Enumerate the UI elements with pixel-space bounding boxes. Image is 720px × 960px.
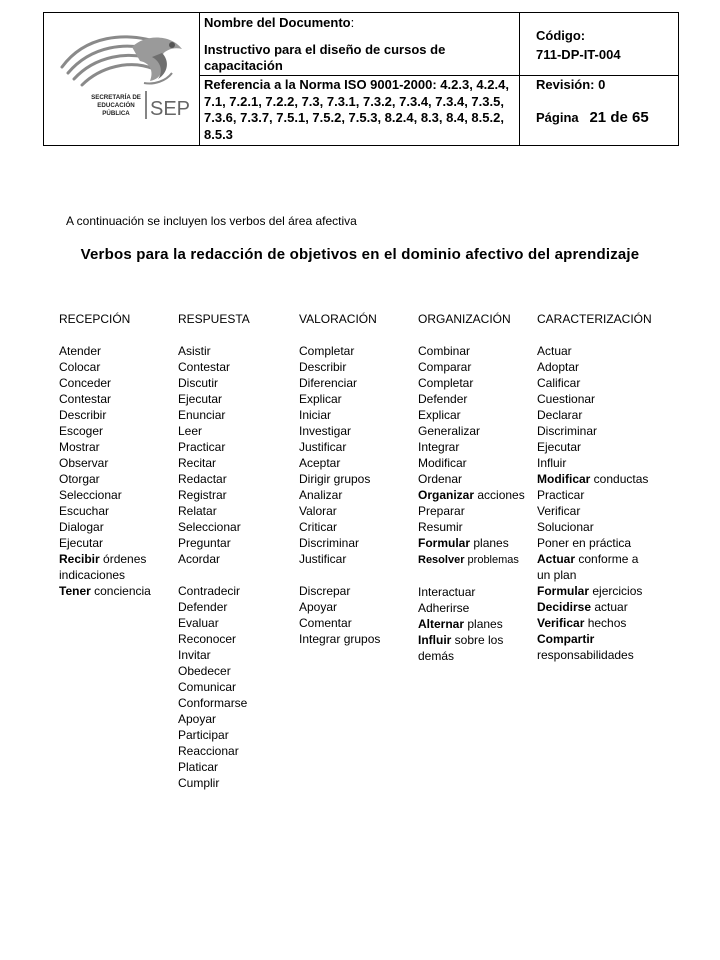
- column-recepcion: [59, 311, 177, 599]
- verb: Defender: [418, 392, 468, 406]
- verb-list: [178, 583, 296, 791]
- column-header: VALORACIÓN: [299, 312, 377, 326]
- sep-logo: [54, 27, 194, 123]
- verb: Iniciar: [299, 408, 332, 422]
- verb: Alternar planes: [418, 617, 503, 631]
- verb: Dirigir grupos: [299, 472, 371, 486]
- verb: Justificar: [299, 552, 347, 566]
- verb: Apoyar: [178, 712, 217, 726]
- verb: Diferenciar: [299, 376, 358, 390]
- verb: Valorar: [299, 504, 337, 518]
- verb: Preguntar: [178, 536, 231, 550]
- verb: Verificar hechos: [537, 616, 627, 630]
- verb: Asistir: [178, 344, 211, 358]
- column-caracterizacion: [537, 311, 667, 663]
- verb: Leer: [178, 424, 203, 438]
- verb: Contestar: [178, 360, 231, 374]
- verb: Actuar conforme a: [537, 552, 639, 566]
- verb: Defender: [178, 600, 228, 614]
- verb: Completar: [418, 376, 474, 390]
- verb: Tener conciencia: [59, 584, 151, 598]
- column-valoracion: [299, 311, 417, 647]
- verb: Mostrar: [59, 440, 100, 454]
- verb: Reaccionar: [178, 744, 239, 758]
- verb: indicaciones: [59, 568, 126, 582]
- logo-cell: [44, 13, 200, 145]
- logo-text-2: EDUCACIÓN: [97, 102, 135, 109]
- verb: Integrar: [418, 440, 460, 454]
- verb-list: [299, 583, 417, 647]
- document-meta-cell: [520, 13, 678, 145]
- verb: Platicar: [178, 760, 219, 774]
- verb: Contradecir: [178, 584, 241, 598]
- verb: responsabilidades: [537, 648, 634, 662]
- verb: Generalizar: [418, 424, 481, 438]
- verb: Conformarse: [178, 696, 248, 710]
- verb: Compartir: [537, 632, 595, 646]
- verb: Atender: [59, 344, 102, 358]
- verb: Practicar: [178, 440, 226, 454]
- verb: Investigar: [299, 424, 352, 438]
- verb: Evaluar: [178, 616, 219, 630]
- verb: Adherirse: [418, 601, 470, 615]
- document-info-cell: [200, 13, 520, 145]
- verb: Participar: [178, 728, 229, 742]
- verb: Comparar: [418, 360, 472, 374]
- verb: Ordenar: [418, 472, 463, 486]
- verb: Criticar: [299, 520, 337, 534]
- verb: Seleccionar: [178, 520, 241, 534]
- logo-text-1: SECRETARÍA DE: [91, 94, 141, 101]
- verb: Combinar: [418, 344, 471, 358]
- verb-list: [178, 343, 296, 567]
- verb: Influir sobre los: [418, 633, 504, 647]
- verb-list: [418, 503, 536, 535]
- verb-list: [59, 343, 177, 551]
- divider: [200, 75, 519, 76]
- verb: Ejecutar: [537, 440, 582, 454]
- page-number: Página 21 de 65: [536, 109, 649, 126]
- column-header: ORGANIZACIÓN: [418, 312, 511, 326]
- verb: demás: [418, 649, 455, 663]
- verb: Ejecutar: [178, 392, 223, 406]
- verb: Obedecer: [178, 664, 231, 678]
- verb: Comunicar: [178, 680, 237, 694]
- verb: Reconocer: [178, 632, 237, 646]
- column-header: CARACTERIZACIÓN: [537, 312, 652, 326]
- verb: Explicar: [299, 392, 342, 406]
- verb: Acordar: [178, 552, 221, 566]
- verb: Describir: [299, 360, 347, 374]
- column-header: RECEPCIÓN: [59, 312, 131, 326]
- verb: un plan: [537, 568, 577, 582]
- verb: Modificar conductas: [537, 472, 649, 486]
- verb: Poner en práctica: [537, 536, 632, 550]
- verb: Formular planes: [418, 536, 509, 550]
- verb: Aceptar: [299, 456, 341, 470]
- divider: [520, 75, 678, 76]
- verb: Justificar: [299, 440, 347, 454]
- verb: Influir: [537, 456, 567, 470]
- verb: Colocar: [59, 360, 101, 374]
- doc-name: Instructivo para el diseño de cursos de capacitación: [204, 42, 446, 73]
- verb: Observar: [59, 456, 109, 470]
- verb: Practicar: [537, 488, 585, 502]
- verb: Enunciar: [178, 408, 226, 422]
- verb: Discriminar: [299, 536, 359, 550]
- verb: Cuestionar: [537, 392, 596, 406]
- verb: Decidirse actuar: [537, 600, 628, 614]
- document-header: [43, 12, 679, 146]
- verb: Explicar: [418, 408, 461, 422]
- verb: Relatar: [178, 504, 217, 518]
- verb: Comentar: [299, 616, 352, 630]
- verb: Solucionar: [537, 520, 594, 534]
- column-respuesta: [178, 311, 296, 791]
- verb: Modificar: [418, 456, 467, 470]
- column-header: RESPUESTA: [178, 312, 250, 326]
- verb: Escuchar: [59, 504, 110, 518]
- iso-reference: Referencia a la Norma ISO 9001-2000: 4.2.3, 4.2.4, 7.1, 7.2.1, 7.2.2, 7.3, 7.3.1, 7.3.2, 7.3.4, 7.3.4, 7.3.5, 7.3.6, 7.3.7, 7.5.1, 7.5.2, 7.5.3, 8.2.4, 8.3, 8.4, 8.5.2, 8.5.3: [204, 77, 509, 142]
- verb: Discutir: [178, 376, 219, 390]
- verb: Invitar: [178, 648, 211, 662]
- section-title: Verbos para la redacción de objetivos en el dominio afectivo del aprendizaje: [80, 246, 640, 263]
- verb: Resolver problemas: [418, 554, 519, 566]
- verb: Contestar: [59, 392, 112, 406]
- verb: Preparar: [418, 504, 465, 518]
- verb: Recibir órdenes: [59, 552, 147, 566]
- verb: Ejecutar: [59, 536, 104, 550]
- verb: Discrepar: [299, 584, 351, 598]
- verb: Otorgar: [59, 472, 100, 486]
- verb: Calificar: [537, 376, 581, 390]
- verb: Completar: [299, 344, 355, 358]
- verb: Seleccionar: [59, 488, 122, 502]
- verb-list: [418, 343, 536, 487]
- revision: Revisión: 0: [536, 77, 606, 92]
- verb-list: [299, 343, 417, 567]
- verb: Analizar: [299, 488, 343, 502]
- verb-list: [537, 487, 667, 551]
- doc-name-label: Nombre del Documento:: [204, 15, 355, 30]
- column-organizacion: [418, 311, 536, 664]
- verb: Organizar acciones: [418, 488, 525, 502]
- verb: Resumir: [418, 520, 463, 534]
- verb: Escoger: [59, 424, 104, 438]
- verb: Integrar grupos: [299, 632, 381, 646]
- verb: Recitar: [178, 456, 217, 470]
- verb: Interactuar: [418, 585, 476, 599]
- verb: Apoyar: [299, 600, 338, 614]
- verb: Describir: [59, 408, 107, 422]
- verb: Verificar: [537, 504, 581, 518]
- verb: Dialogar: [59, 520, 104, 534]
- intro-text: A continuación se incluyen los verbos del área afectiva: [66, 214, 357, 228]
- verb: Conceder: [59, 376, 112, 390]
- verb: Cumplir: [178, 776, 220, 790]
- verb: Actuar: [537, 344, 572, 358]
- verb: Redactar: [178, 472, 227, 486]
- logo-text-3: PÚBLICA: [102, 110, 130, 117]
- verb: Discriminar: [537, 424, 597, 438]
- verb: Registrar: [178, 488, 227, 502]
- code-label: Código:: [536, 28, 586, 43]
- verb: Declarar: [537, 408, 583, 422]
- logo-acronym: SEP: [150, 98, 191, 120]
- verb: Adoptar: [537, 360, 580, 374]
- code-value: 711-DP-IT-004: [536, 47, 621, 62]
- verb: Formular ejercicios: [537, 584, 643, 598]
- verb-list: [537, 343, 667, 471]
